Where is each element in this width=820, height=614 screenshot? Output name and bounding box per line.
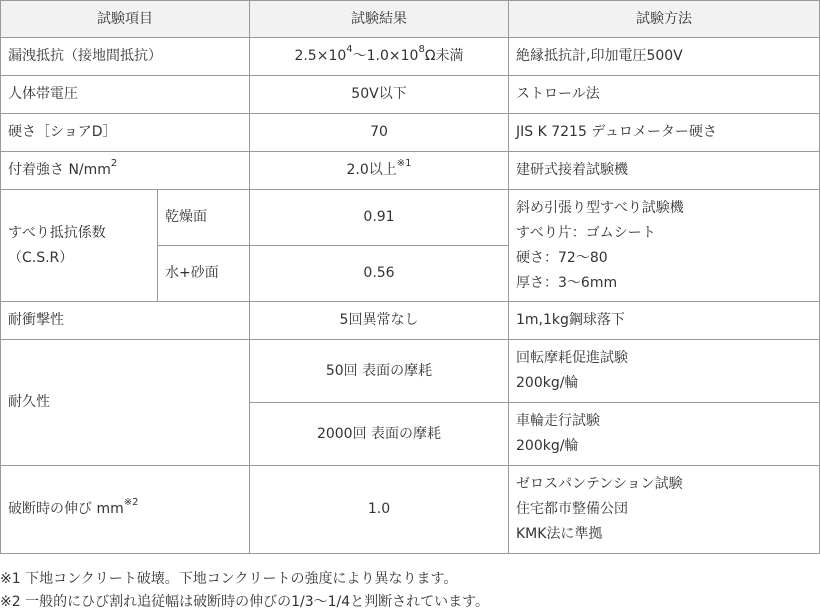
cell-result-impact: 5回異常なし (250, 302, 509, 340)
cell-method-adhesion: 建研式接着試験機 (509, 152, 820, 190)
cell-method-impact: 1m,1kg鋼球落下 (509, 302, 820, 340)
cell-item-hardness: 硬さ［ショアD］ (1, 114, 250, 152)
footnote-1: ※1 下地コンクリート破壊。下地コンクリートの強度により異なります。 (0, 571, 458, 587)
cell-result-hardness: 70 (250, 114, 509, 152)
elongation-item-footnote: ※2 (123, 497, 139, 509)
adhesion-result-footnote: ※1 (396, 158, 412, 170)
durability-method-line: 車輪走行試験 (516, 413, 600, 429)
cell-method-charge: ストロール法 (509, 76, 820, 114)
durability-method-line: 回転摩耗促進試験 (516, 350, 628, 366)
cell-method-hardness: JIS K 7215 デュロメーター硬さ (509, 114, 820, 152)
cell-method-elongation (509, 466, 820, 554)
cell-slip-dry-label: 乾燥面 (158, 190, 250, 246)
cell-item-impact: 耐衝撃性 (1, 302, 250, 340)
cell-method-durability-2 (509, 403, 820, 466)
cell-result-durability-1: 50回 表面の摩耗 (250, 340, 509, 403)
elongation-method-line: KMK法に準拠 (516, 526, 603, 542)
elongation-item-label: 破断時の伸び mm (8, 501, 124, 517)
table-row (1, 340, 820, 403)
leakage-result-prefix: 2.5×10 (294, 48, 347, 64)
cell-item-adhesion (1, 152, 250, 190)
cell-slip-dry-result: 0.91 (250, 190, 509, 246)
cell-item-charge: 人体帯電圧 (1, 76, 250, 114)
cell-result-leakage (250, 38, 509, 76)
slip-method-line: 厚さ：3～6mm (516, 274, 618, 291)
cell-item-leakage: 漏洩抵抗（接地間抵抗） (1, 38, 250, 76)
cell-result-durability-2: 2000回 表面の摩耗 (250, 403, 509, 466)
slip-method-line: すべり片：ゴムシート (516, 224, 656, 241)
header-test-result: 試験結果 (250, 1, 509, 38)
slip-item-line-1: すべり抵抗係数 (8, 224, 106, 241)
cell-method-durability-1 (509, 340, 820, 403)
cell-slip-wet-label: 水+砂面 (158, 246, 250, 302)
durability-method-line: 200kg/輪 (516, 375, 579, 391)
table-row (1, 38, 820, 76)
leakage-result-mid: ～1.0×10 (352, 48, 419, 64)
cell-result-charge: 50V以下 (250, 76, 509, 114)
leakage-exponent-2: 8 (418, 44, 425, 56)
cell-item-slip (1, 190, 158, 302)
elongation-method-line: ゼロスパンテンション試験 (516, 476, 683, 492)
cell-item-durability: 耐久性 (1, 340, 250, 466)
slip-item-line-2: （C.S.R） (8, 249, 74, 266)
header-test-item: 試験項目 (1, 1, 250, 38)
cell-result-elongation: 1.0 (250, 466, 509, 554)
table-row (1, 190, 820, 246)
slip-method-line: 硬さ：72～80 (516, 249, 608, 266)
elongation-method-line: 住宅都市整備公団 (516, 501, 628, 517)
table-row (1, 76, 820, 114)
cell-method-leakage: 絶縁抵抗計,印加電圧500V (509, 38, 820, 76)
table-row (1, 302, 820, 340)
durability-method-line: 200kg/輪 (516, 438, 579, 454)
header-test-method: 試験方法 (509, 1, 820, 38)
adhesion-result-value: 2.0以上 (346, 162, 397, 178)
cell-result-adhesion (250, 152, 509, 190)
footnotes (0, 568, 820, 614)
table-row (1, 152, 820, 190)
footnote-2: ※2 一般的にひび割れ追従幅は破断時の伸びの1/3～1/4と判断されています。 (0, 594, 490, 610)
cell-item-elongation (1, 466, 250, 554)
leakage-exponent-1: 4 (346, 44, 353, 56)
table-header-row (1, 1, 820, 38)
table-row (1, 114, 820, 152)
table-row (1, 466, 820, 554)
adhesion-item-label: 付着強さ N/mm (8, 162, 111, 178)
adhesion-item-sup: 2 (110, 158, 118, 170)
cell-slip-wet-result: 0.56 (250, 246, 509, 302)
cell-method-slip (509, 190, 820, 302)
leakage-result-suffix: Ω未満 (424, 48, 464, 64)
slip-method-line: 斜め引張り型すべり試験機 (516, 199, 684, 216)
